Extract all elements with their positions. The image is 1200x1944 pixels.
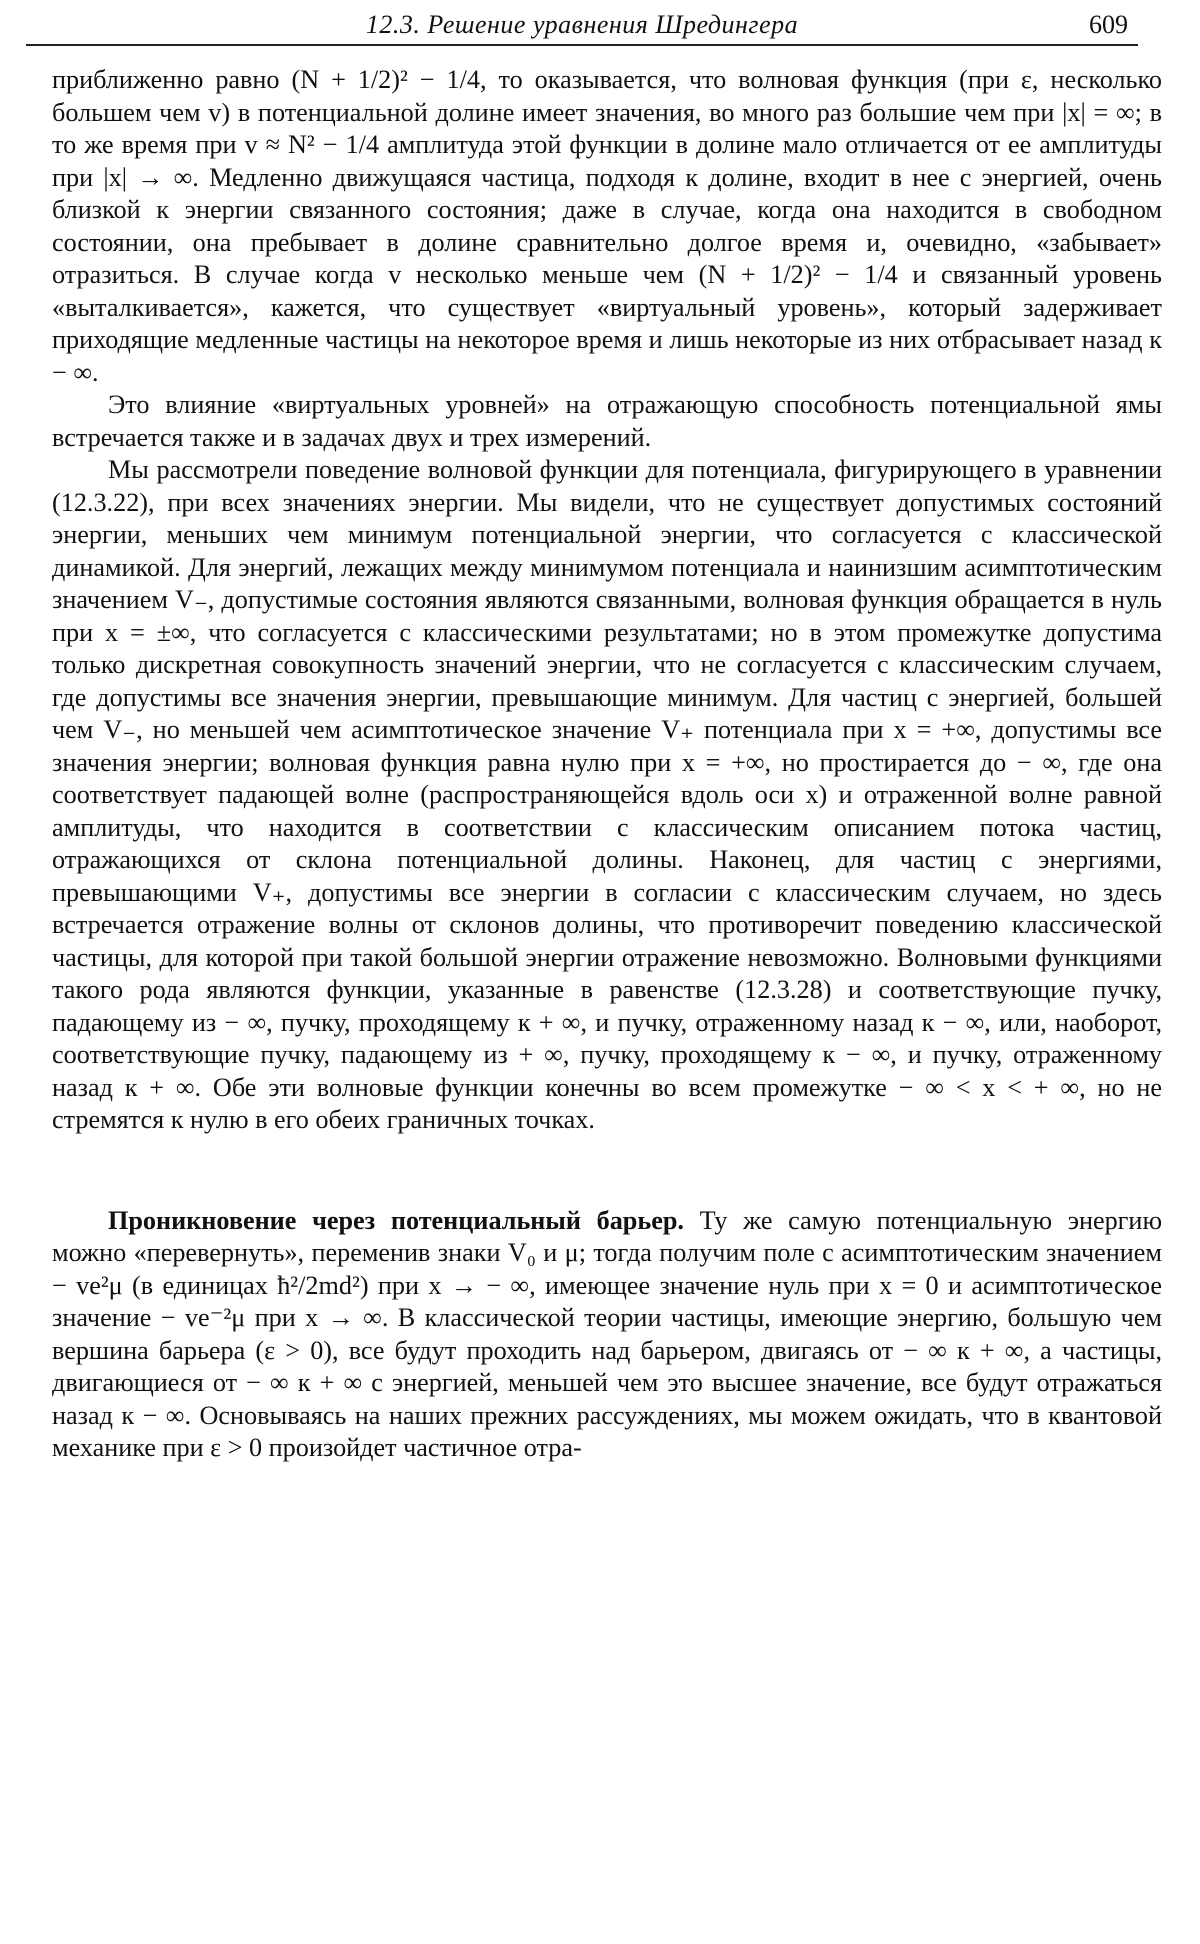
- section-run-in-heading: Проникновение через потенциальный барьер.: [108, 1205, 684, 1235]
- paragraph-barrier-penetration: [52, 1205, 1162, 1465]
- paragraph-summary: Мы рассмотрели поведение волновой функции для потенциала, фигурирующего в уравнении (12.3.22), при всех значениях энергии. Мы видели, что не существует допустимых состояний энергии, меньших чем минимум потенциальной энергии, что согласуется с классической динамикой. Для энергий, лежащих между минимумом потенциала и наинизшим асимптотическим значением V₋, допустимые состояния являются связанными, волновая функция обращается в нуль при x = ±∞, что согласуется с классическими результатами; но в этом промежутке допустима только дискретная совокупность значений энергии, что не согласуется с классическим случаем, где допустимы все значения энергии, превышающие минимум. Для частиц с энергией, большей чем V₋, но меньшей чем асимптотическое значение V₊ потенциала при x = +∞, допустимы все значения энергии; волновая функция равна нулю при x = +∞, но простирается до − ∞, где она соответствует падающей волне (распространяющейся вдоль оси x) и отраженной волне равной амплитуды, что находится в соответствии с классическим описанием потока частиц, отражающихся от склона потенциальной долины. Наконец, для частиц с энергиями, превышающими V₊, допустимы все энергии в согласии с классическим случаем, но здесь встречается отражение волны от склонов долины, что противоречит поведению классической частицы, для которой при такой большой энергии отражение невозможно. Волновыми функциями такого рода являются функции, указанные в равенстве (12.3.28) и соответствующие пучку, падающему из − ∞, пучку, проходящему к + ∞, и пучку, отраженному назад к − ∞, или, наоборот, соответствующие пучку, падающему из + ∞, пучку, проходящему к − ∞, и пучку, отраженному назад к + ∞. Обе эти волновые функции конечны во всем промежутке − ∞ < x < + ∞, но не стремятся к нулю в его обеих граничных точках.: [52, 455, 1162, 1134]
- running-header: [26, 8, 1138, 46]
- section-body-text: Ту же самую потенциальную энергию можно «перевернуть», переменив знаки V₀ и μ; тогда получим поле с асимптотическим значением − ve²μ (в единицах ħ²/2md²) при x → − ∞, имеющее значение нуль при x = 0 и асимптотическое значение − ve⁻²μ при x → ∞. В классической теории частицы, имеющие энергию, большую чем вершина барьера (ε > 0), все будут проходить над барьером, двигаясь от − ∞ к + ∞, а частицы, двигающиеся от − ∞ к + ∞ с энергией, меньшей чем это высшее значение, все будут отражаться назад к − ∞. Основываясь на наших прежних рассуждениях, мы можем ожидать, что в квантовой механике при ε > 0 произойдет частичное отра-: [52, 1205, 1163, 1462]
- paragraph-virtual-level: приближенно равно (N + 1/2)² − 1/4, то оказывается, что волновая функция (при ε, несколько большем чем v) в потенциальной долине имеет значения, во много раз большие чем при |x| = ∞; в то же время при v ≈ N² − 1/4 амплитуда этой функции в долине мало отличается от ее амплитуды при |x| → ∞. Медленно движущаяся частица, подходя к долине, входит в нее с энергией, очень близкой к энергии связанного состояния; даже в случае, когда она находится в свободном состоянии, она пребывает в долине сравнительно долгое время и, очевидно, «забывает» отразиться. В случае когда v несколько меньше чем (N + 1/2)² − 1/4 и связанный уровень «выталкивается», кажется, что существует «виртуальный уровень», который задерживает приходящие медленные частицы на некоторое время и лишь некоторые из них отбрасывает назад к − ∞.: [52, 65, 1162, 387]
- page-number: 609: [1089, 10, 1128, 39]
- paragraph-virtual-levels-note: Это влияние «виртуальных уровней» на отражающую способность потенциальной ямы встречается также и в задачах двух и трех измерений.: [52, 390, 1162, 452]
- running-title: 12.3. Решение уравнения Шредингера: [365, 10, 799, 39]
- page-body: [52, 64, 1162, 1465]
